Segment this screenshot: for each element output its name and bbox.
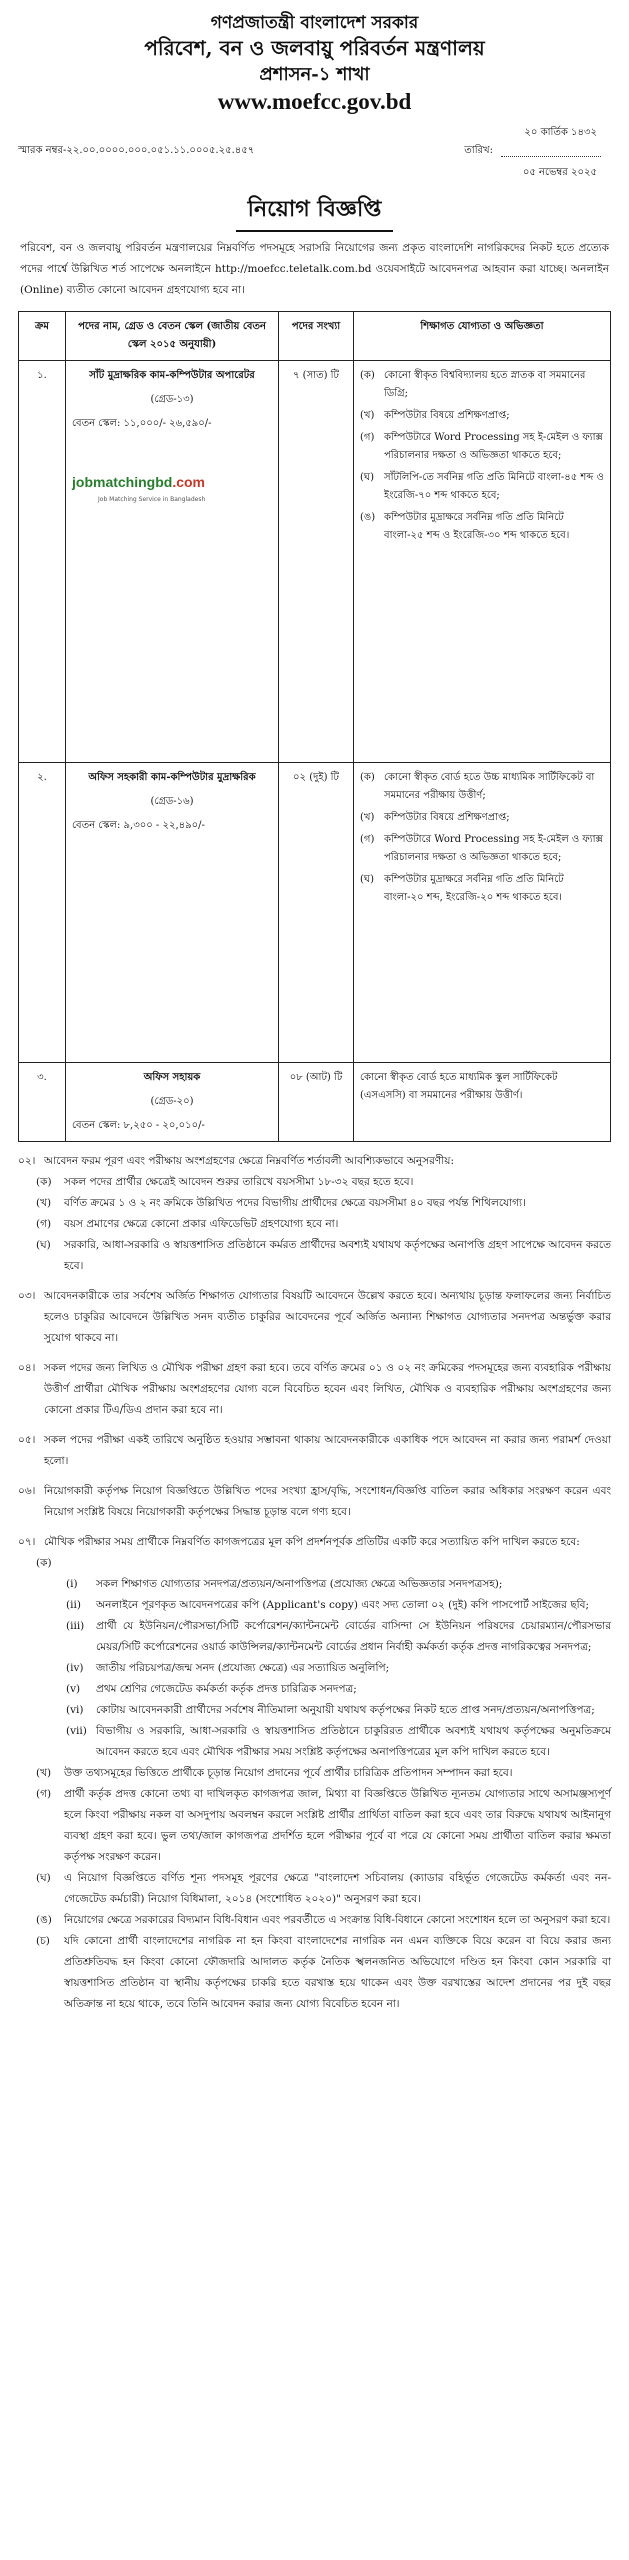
memo-ref: স্মারক নম্বর-২২.০০.০০০০.০০০.০৫১.১১.০০০৫.২৫.৪৫৭	[18, 145, 255, 156]
list-item: (গ) কম্পিউটারে Word Processing সহ ই-মেইল ও ফ্যাক্স পরিচালনার দক্ষতা ও অভিজ্ঞতা থাকতে হবে;	[360, 432, 603, 461]
vacancy-table	[18, 311, 611, 1142]
watermark-tagline: Job Matching Service in Bangladesh	[98, 496, 206, 503]
list-item: (iii) প্রার্থী যে ইউনিয়ন/পৌরসভা/সিটি কর্পোরেশন/ক্যান্টনমেন্ট বোর্ডের বাসিন্দা সে ইউনিয়ন পরিষদের চেয়ারম্যান/পৌরসভার মেয়র/সিটি কর্পোরেশনের ওয়ার্ড কাউন্সিলর/ক্যান্টনমেন্ট বোর্ডের প্রধান নির্বাহী কর্মকর্তা কর্তৃক প্রদত্ত নাগরিকত্বের সনদপত্র;	[66, 1620, 611, 1653]
website-link[interactable]: www.moefcc.gov.bd	[217, 89, 412, 114]
table-row	[19, 1063, 611, 1142]
header-qualification: শিক্ষাগত যোগ্যতা ও অভিজ্ঞতা	[354, 312, 611, 361]
row-qualifications	[354, 763, 611, 1063]
list-item: (গ) কম্পিউটারে Word Processing সহ ই-মেইল ও ফ্যাক্স পরিচালনার দক্ষতা ও অভিজ্ঞতা থাকতে হবে;	[360, 834, 603, 863]
govt-name: গণপ্রজাতন্ত্রী বাংলাদেশ সরকার	[210, 13, 419, 33]
header-serial: ক্রম	[19, 312, 66, 361]
post-salary: বেতন স্কেল: ৯,৩০০ - ২২,৪৯০/-	[72, 820, 205, 831]
list-item: (ঘ) এ নিয়োগ বিজ্ঞপ্তিতে বর্ণিত শূন্য পদসমূহ পূরণের ক্ষেত্রে "বাংলাদেশ সচিবালয় (ক্যাডার বহির্ভূত গেজেটেড কর্মকর্তা এবং নন-গেজেটেড কর্মচারী) নিয়োগ বিধিমালা, ২০১৪ (সংশোধিত ২০২০)" অনুসরণ করা হবে।	[36, 1872, 611, 1905]
letterhead	[18, 12, 611, 117]
list-item: (খ) কম্পিউটার বিষয়ে প্রশিক্ষণপ্রাপ্ত;	[360, 812, 510, 823]
list-item: (v) প্রথম শ্রেণির গেজেটেড কর্মকর্তা কর্তৃক প্রদত্ত চারিত্রিক সনদপত্র;	[66, 1683, 357, 1695]
condition-paragraph: ০৭। মৌখিক পরীক্ষার সময় প্রার্থীকে নিম্নবর্ণিত কাগজপত্রের মূল কপি প্রদর্শনপূর্বক প্রতিটির একটি করে সত্যায়িত কপি দাখিল করতে হবে:	[18, 1536, 580, 1548]
date-label: তারিখ:	[464, 145, 493, 156]
post-salary: বেতন স্কেল: ৮,২৫০ - ২০,০১০/-	[72, 1120, 205, 1131]
header-count: পদের সংখ্যা	[279, 312, 354, 361]
list-item: (ঘ) সরকারি, আধা-সরকারি ও স্বায়ত্তশাসিত প্রতিষ্ঠানে কর্মরত প্রার্থীদের অবশ্যই যথাযথ কর্তৃপক্ষের অনাপত্তি গ্রহণ সাপেক্ষে আবেদন করতে হবে।	[36, 1239, 611, 1272]
post-grade: (গ্রেড-১৬)	[150, 796, 194, 807]
list-item: (ঙ) নিয়োগের ক্ষেত্রে সরকারের বিদ্যমান বিধি-বিধান এবং পরবর্তীতে এ সংক্রান্ত বিধি-বিধানে কোনো সংশোধন হলে তা অনুসরণ করা হবে।	[36, 1914, 611, 1926]
post-grade: (গ্রেড-২০)	[150, 1096, 194, 1107]
condition-paragraph: ০২। আবেদন ফরম পূরণ এবং পরীক্ষায় অংশগ্রহণের ক্ষেত্রে নিম্নবর্ণিত শর্তাবলী আবশ্যিকভাবে অনুসরণীয়:	[18, 1155, 454, 1167]
row-count: ০৮ (আট) টি	[279, 1063, 354, 1142]
list-item: (iv) জাতীয় পরিচয়পত্র/জন্ম সনদ (প্রযোজ্য ক্ষেত্রে) এর সত্যায়িত অনুলিপি;	[66, 1662, 390, 1674]
list-item: (i) সকল শিক্ষাগত যোগ্যতার সনদপত্র/প্রত্যয়ন/অনাপত্তিপত্র (প্রযোজ্য ক্ষেত্রে অভিজ্ঞতার সনদপত্রসহ);	[66, 1578, 503, 1590]
watermark-logo: jobmatchingbd.com	[72, 474, 206, 490]
list-item: (গ) প্রার্থী কর্তৃক প্রদত্ত কোনো তথ্য বা দাখিলকৃত কাগজপত্র জাল, মিথ্যা বা বিজ্ঞপ্তিতে উল্লিখিত ন্যূনতম যোগ্যতার সাথে অসামঞ্জস্যপূর্ণ হলে কিংবা পরীক্ষায় নকল বা অসদুপায় অবলম্বন করলে সংশ্লিষ্ট প্রার্থীর প্রার্থিতা বাতিল করা হবে এবং তার বিরুদ্ধে যথাযথ আইনানুগ ব্যবস্থা গ্রহণ করা হবে। ভুল তথ্য/জাল কাগজপত্র প্রদর্শিত হলে পরীক্ষার পূর্বে বা পরে যে কোনো সময় প্রার্থীতা বাতিল করার ক্ষমতা কর্তৃপক্ষ সংরক্ষণ করেন।	[36, 1788, 611, 1863]
list-item: (ক) কোনো স্বীকৃত বোর্ড হতে উচ্চ মাধ্যমিক সার্টিফিকেট বা সমমানের পরীক্ষায় উত্তীর্ণ;	[360, 772, 595, 801]
intro-paragraph: পরিবেশ, বন ও জলবায়ু পরিবর্তন মন্ত্রণালয়ের নিম্নবর্ণিত পদসমূহে সরাসরি নিয়োগের জন্য প্রকৃত বাংলাদেশি নাগরিকদের নিকট হতে প্রত্যেক পদের পার্শ্বে উল্লিখিত শর্ত সাপেক্ষে অনলাইনে http://moefcc.teletalk.com.bd ওয়েবসাইটে আবেদনপত্র আহবান করা যাচ্ছে। অনলাইন (Online) ব্যতীত কোনো আবেদন গ্রহণযোগ্য হবে না।	[20, 242, 609, 296]
section-name: প্রশাসন-১ শাখা	[259, 64, 370, 85]
post-name: অফিস সহায়ক	[143, 1072, 201, 1083]
row-post-cell	[66, 361, 279, 763]
list-item: (ঙ) কম্পিউটার মুদ্রাক্ষরে সর্বনিম্ন গতি প্রতি মিনিটে বাংলা-২৫ শব্দ ও ইংরেজি-৩০ শব্দ থাকতে হবে।	[360, 512, 570, 541]
row-count: ৭ (সাত) টি	[279, 361, 354, 763]
list-item: (খ) বর্ণিত ক্রমের ১ ও ২ নং ক্রমিকে উল্লিখিত পদের বিভাগীয় প্রার্থীদের ক্ষেত্রে বয়সসীমা ৪০ বছর পর্যন্ত শিথিলযোগ্য।	[36, 1197, 526, 1209]
post-grade: (গ্রেড-১৩)	[150, 394, 194, 405]
list-item: (ক)	[36, 1557, 52, 1569]
list-item: (vii) বিভাগীয় ও সরকারি, আধা-সরকারি ও স্বায়ত্তশাসিত প্রতিষ্ঠানে চাকুরিরত প্রার্থীকে অবশ্যই যথাযথ কর্তৃপক্ষের অনুমতিক্রমে আবেদন করতে হবে এবং মৌখিক পরীক্ষার সময় সংশ্লিষ্ট কর্তৃপক্ষের অনাপত্তিপত্রের মূল কপি দাখিল করতে হবে।	[66, 1725, 611, 1758]
list-item: (ক) কোনো স্বীকৃত বিশ্ববিদ্যালয় হতে স্নাতক বা সমমানের ডিগ্রি;	[360, 370, 586, 399]
header-post: পদের নাম, গ্রেড ও বেতন স্কেল (জাতীয় বেতন স্কেল ২০১৫ অনুযায়ী)	[66, 312, 279, 361]
list-item: (ক) সকল পদের প্রার্থীর ক্ষেত্রেই আবেদন শুরুর তারিখে বয়সসীমা ১৮-৩২ বছর হতে হবে।	[36, 1176, 414, 1188]
row-serial: ২.	[19, 763, 66, 1063]
ministry-name: পরিবেশ, বন ও জলবায়ু পরিবর্তন মন্ত্রণালয়	[144, 36, 485, 60]
notice-title-box	[18, 191, 611, 232]
date-english: ০৫ নভেম্বর ২০২৫	[522, 167, 597, 178]
row-post-cell	[66, 763, 279, 1063]
post-name: অফিস সহকারী কাম-কম্পিউটার মুদ্রাক্ষরিক	[88, 772, 256, 783]
condition-paragraph: ০৬। নিয়োগকারী কর্তৃপক্ষ নিয়োগ বিজ্ঞপ্তিতে উল্লিখিত পদের সংখ্যা হ্রাস/বৃদ্ধি, সংশোধন/বিজ্ঞপ্তি বাতিল করার অধিকার সংরক্ষণ করেন এবং নিয়োগ সংশ্লিষ্ট বিষয়ে নিয়োগকারী কর্তৃপক্ষের সিদ্ধান্ত চূড়ান্ত বলে গণ্য হবে।	[18, 1485, 611, 1518]
list-item: কোনো স্বীকৃত বোর্ড হতে মাধ্যমিক স্কুল সার্টিফিকেট (এসএসসি) বা সমমানের পরীক্ষায় উত্তীর্ণ।	[360, 1072, 558, 1101]
list-item: (গ) বয়স প্রমাণের ক্ষেত্রে কোনো প্রকার এফিডেভিট গ্রহণযোগ্য হবে না।	[36, 1218, 339, 1230]
date-bangla: ২০ কার্তিক ১৪৩২	[524, 127, 597, 138]
memo-meta	[18, 123, 611, 181]
date-divider	[501, 156, 601, 157]
table-header-row	[19, 312, 611, 361]
condition-paragraph: ০৫। সকল পদের পরীক্ষা একই তারিখে অনুষ্ঠিত হওয়ার সম্ভাবনা থাকায় আবেদনকারীকে একাধিক পদে আবেদন না করার জন্য পরামর্শ দেওয়া হলো।	[18, 1434, 611, 1467]
list-item: (vi) কোটায় আবেদনকারী প্রার্থীদের সর্বশেষ নীতিমালা অনুযায়ী যথাযথ কর্তৃপক্ষের নিকট হতে প্রাপ্ত সনদ/প্রত্যয়ন/অনাপত্তিপত্র;	[66, 1704, 595, 1716]
row-serial: ১.	[19, 361, 66, 763]
row-post-cell	[66, 1063, 279, 1142]
list-item: (খ) কম্পিউটার বিষয়ে প্রশিক্ষণপ্রাপ্ত;	[360, 410, 510, 421]
row-count: ০২ (দুই) টি	[279, 763, 354, 1063]
row-serial: ৩.	[19, 1063, 66, 1142]
conditions-section	[18, 1151, 611, 2015]
condition-paragraph: ০৪। সকল পদের জন্য লিখিত ও মৌখিক পরীক্ষা গ্রহণ করা হবে। তবে বর্ণিত ক্রমের ০১ ও ০২ নং ক্রমিকের পদসমূহের জন্য ব্যবহারিক পরীক্ষায় উত্তীর্ণ প্রার্থীরা মৌখিক পরীক্ষায় অংশগ্রহণের যোগ্য বলে বিবেচিত হবেন এবং লিখিত, মৌখিক ও ব্যবহারিক পরীক্ষায় অংশগ্রহণের জন্য কোনো প্রকার টিএ/ডিএ প্রদান করা হবে না।	[18, 1362, 611, 1416]
condition-paragraph: ০৩। আবেদনকারীকে তার সর্বশেষ অর্জিত শিক্ষাগত যোগ্যতার বিষয়টি আবেদনে উল্লেখ করতে হবে। অন্যথায় চূড়ান্ত ফলাফলের জন্য নির্বাচিত হলেও চাকুরির আবেদনে উল্লিখিত সনদ ব্যতীত চাকুরির আবেদনের পূর্বে অর্জিত অন্যান্য শিক্ষাগত যোগ্যতার সনদপত্র অন্তর্ভুক্ত করার সুযোগ থাকবে না।	[18, 1290, 611, 1344]
post-salary: বেতন স্কেল: ১১,০০০/- ২৬,৫৯০/-	[72, 418, 212, 429]
notice-title: নিয়োগ বিজ্ঞপ্তি	[236, 191, 394, 232]
list-item: (ঘ) কম্পিউটার মুদ্রাক্ষরে সর্বনিম্ন গতি প্রতি মিনিটে বাংলা-২০ শব্দ, ইংরেজি-২০ শব্দ থাকতে হবে।	[360, 874, 564, 903]
list-item: (ii) অনলাইনে পূরণকৃত আবেদনপত্রের কপি (Applicant's copy) এবং সদ্য তোলা ০২ (দুই) কপি পাসপোর্ট সাইজের ছবি;	[66, 1599, 589, 1611]
table-row	[19, 763, 611, 1063]
list-item: (খ) উক্ত তথ্যসমূহের ভিত্তিতে প্রার্থীকে চূড়ান্ত নিয়োগ প্রদানের পূর্বে প্রার্থীর চারিত্রিক প্রতিপাদন সম্পাদন করা হবে।	[36, 1767, 513, 1779]
list-item: (ঘ) সাঁটলিপি-তে সর্বনিম্ন গতি প্রতি মিনিটে বাংলা-৪৫ শব্দ ও ইংরেজি-৭০ শব্দ থাকতে হবে;	[360, 472, 604, 501]
list-item: (চ) যদি কোনো প্রার্থী বাংলাদেশের নাগরিক না হন কিংবা বাংলাদেশের নাগরিক নন এমন ব্যক্তিকে বিয়ে করেন বা বিয়ে করার জন্য প্রতিশ্রুতিবদ্ধ হন কিংবা কোনো ফৌজদারি আদালত কর্তৃক নৈতিক স্খলনজনিত অভিযোগে দণ্ডিত হন কিংবা কোন সরকারি বা স্বায়ত্তশাসিত প্রতিষ্ঠান বা স্থানীয় কর্তৃপক্ষের চাকরি হতে বরখাস্ত হয়ে থাকেন এবং উক্ত বরখাস্তের আদেশ প্রদানের পর দুই বছর অতিক্রান্ত না হয়ে থাকে, তবে তিনি আবেদন করার জন্য যোগ্য বিবেচিত হবেন না।	[36, 1935, 611, 2010]
post-name: সাঁট মুদ্রাক্ষরিক কাম-কম্পিউটার অপারেটর	[89, 370, 255, 381]
row-qualifications	[354, 361, 611, 763]
row-qualifications	[354, 1063, 611, 1142]
table-row	[19, 361, 611, 763]
